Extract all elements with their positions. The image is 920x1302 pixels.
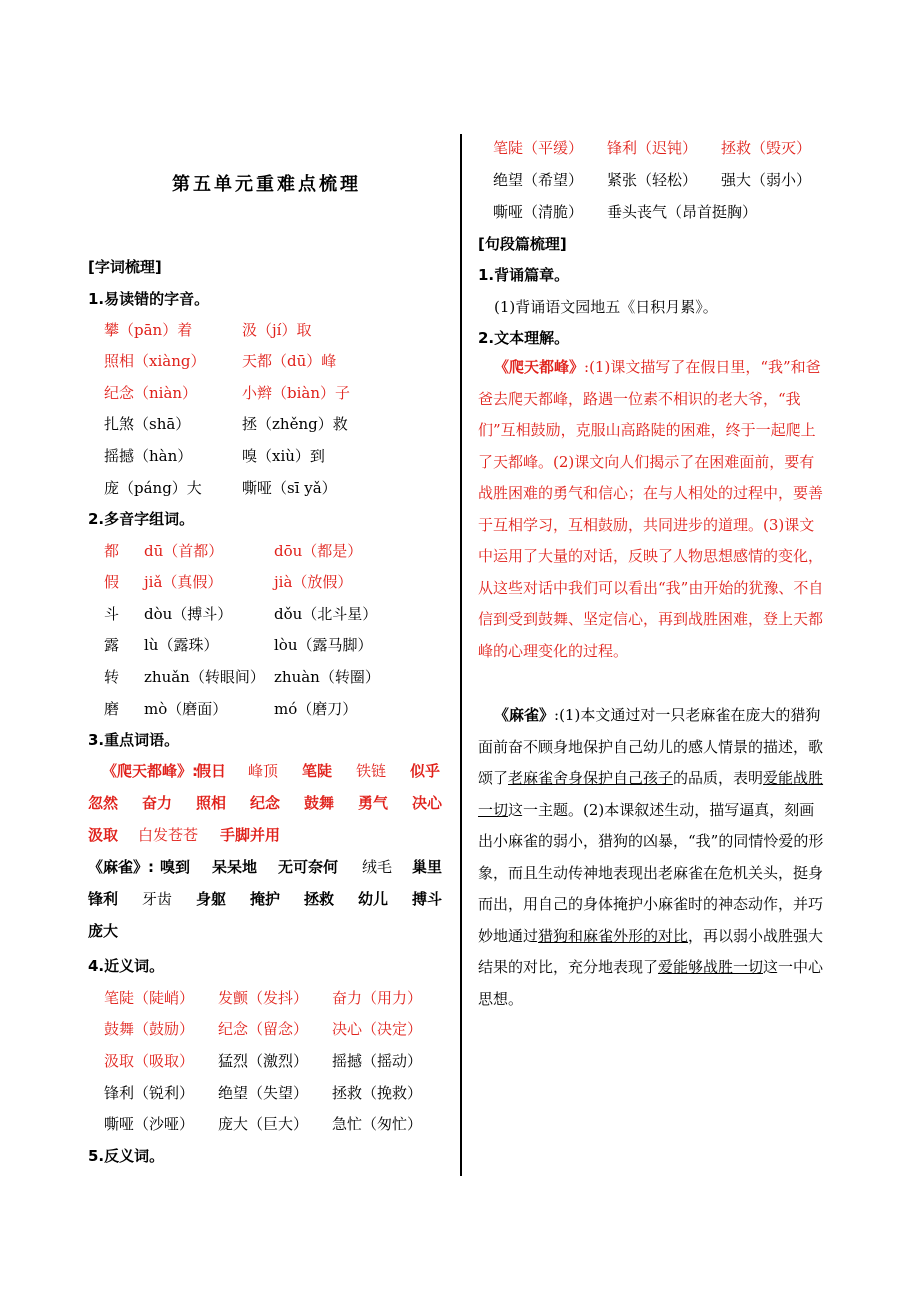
poly-reading: lù（露珠） <box>144 636 219 654</box>
analysis-text: 这一主题。(2)本课叙述生动，描写逼真，刻画出小麻雀的弱小，猎狗的凶暴，“我”的同情怜爱的形象，而且生动传神地表现出老麻雀在危机关头，挺身而出，用自己的身体掩护小麻雀时的神态动作，并巧妙地通过 <box>478 800 824 945</box>
pron-item: 摇撼（hàn） <box>104 447 193 465</box>
keyword: 决心 <box>412 794 443 812</box>
keyword: 汲取 <box>88 826 119 844</box>
keyword: 牙齿 <box>142 890 173 908</box>
pron-item: 嘶哑（sī yǎ） <box>242 479 337 497</box>
keyword: 呆呆地 <box>212 858 258 876</box>
keyword: 笔陡 <box>302 762 333 780</box>
poly-reading: dòu（搏斗） <box>144 605 233 623</box>
poly-reading: jiǎ（真假） <box>144 573 223 591</box>
keyword: 掩护 <box>250 890 281 908</box>
antonym-item: 强大（弱小） <box>721 171 812 189</box>
column-divider <box>460 134 462 1176</box>
synonym-item: 鼓舞（鼓励） <box>104 1020 195 1038</box>
keyword: 峰顶 <box>248 762 279 780</box>
synonym-item: 庞大（巨大） <box>218 1115 309 1133</box>
keyword: 搏斗 <box>412 890 443 908</box>
heading-synonyms: 4.近义词。 <box>88 957 165 975</box>
keyword: 铁链 <box>356 762 387 780</box>
poly-reading: zhuàn（转圈） <box>274 668 380 686</box>
synonym-item: 汲取（吸取） <box>104 1052 195 1070</box>
poly-char: 都 <box>104 542 120 560</box>
keyword: 照相 <box>196 794 227 812</box>
synonym-item: 笔陡（陡峭） <box>104 989 195 1007</box>
section-heading-text: [句段篇梳理] <box>478 235 567 253</box>
synonym-item: 嘶哑（沙哑） <box>104 1115 195 1133</box>
keyword: 巢里 <box>412 858 443 876</box>
keyword-lesson-title: 《麻雀》: <box>88 858 154 876</box>
keyword: 纪念 <box>250 794 281 812</box>
keyword: 嗅到 <box>160 858 191 876</box>
poly-char: 转 <box>104 668 120 686</box>
keyword: 无可奈何 <box>278 858 339 876</box>
analysis-lesson-title: 《麻雀》 <box>494 706 555 724</box>
keyword: 锋利 <box>88 890 119 908</box>
analysis-text: :(1)本文通过对一只老麻雀在庞大的猎狗面前奋不顾身地保护自己幼儿的感人情景的描述，歌颂了 <box>478 706 824 787</box>
keyword: 白发苍苍 <box>138 826 199 844</box>
synonym-item: 纪念（留念） <box>218 1020 309 1038</box>
heading-recite: 1.背诵篇章。 <box>478 266 570 284</box>
analysis-lesson-title: 《爬天都峰》 <box>494 358 585 376</box>
antonym-item: 拯救（毁灭） <box>721 139 812 157</box>
poly-char: 露 <box>104 636 120 654</box>
keyword: 绒毛 <box>362 858 393 876</box>
poly-reading: lòu（露马脚） <box>274 636 373 654</box>
section-heading-vocab: [字词梳理] <box>88 258 162 276</box>
keyword: 身躯 <box>196 890 227 908</box>
synonym-item: 急忙（匆忙） <box>332 1115 423 1133</box>
pron-item: 拯（zhěng）救 <box>242 415 348 433</box>
heading-text-understanding: 2.文本理解。 <box>478 329 570 347</box>
pron-item: 纪念（niàn） <box>104 384 198 402</box>
antonym-item: 笔陡（平缓） <box>493 139 584 157</box>
recite-item: (1)背诵语文园地五《日积月累》。 <box>494 298 718 316</box>
antonym-item: 垂头丧气（昂首挺胸） <box>607 203 758 221</box>
pron-item: 照相（xiàng） <box>104 352 206 370</box>
synonym-item: 摇撼（摇动） <box>332 1052 423 1070</box>
synonym-item: 绝望（失望） <box>218 1084 309 1102</box>
pron-item: 庞（páng）大 <box>104 479 202 497</box>
keyword: 似乎 <box>410 762 441 780</box>
keyword: 勇气 <box>358 794 389 812</box>
pron-item: 嗅（xiù）到 <box>242 447 325 465</box>
poly-reading: mó（磨刀） <box>274 700 358 718</box>
underlined-phrase: 爱能够战胜一切 <box>658 958 764 976</box>
poly-char: 假 <box>104 573 120 591</box>
analysis-maque <box>478 700 826 1015</box>
analysis-text: 的品质，表明 <box>673 769 764 787</box>
underlined-phrase: 猎狗和麻雀外形的对比 <box>538 926 689 945</box>
analysis-text: ，再以弱小战胜强大结果的对比，充分地表现了 <box>478 926 824 976</box>
heading-key-words: 3.重点词语。 <box>88 731 180 749</box>
poly-char: 斗 <box>104 605 120 623</box>
synonym-item: 奋力（用力） <box>332 989 423 1007</box>
underlined-phrase: 老麻雀舍身保护自己孩子 <box>508 769 674 787</box>
keyword: 庞大 <box>88 922 119 940</box>
keyword: 忽然 <box>88 794 119 812</box>
pron-item: 扎煞（shā） <box>104 415 191 433</box>
poly-reading: dōu（都是） <box>274 542 363 560</box>
analysis-text: 这一中心思想。 <box>478 958 824 1008</box>
keyword-lesson-title: 《爬天都峰》: <box>102 762 198 780</box>
pron-item: 攀（pān）着 <box>104 321 193 339</box>
heading-antonyms: 5.反义词。 <box>88 1147 165 1165</box>
keyword: 手脚并用 <box>220 826 281 844</box>
synonym-item: 拯救（挽救） <box>332 1084 423 1102</box>
keyword: 鼓舞 <box>304 794 335 812</box>
keyword: 拯救 <box>304 890 335 908</box>
keyword: 奋力 <box>142 794 173 812</box>
poly-reading: mò（磨面） <box>144 700 228 718</box>
synonym-item: 锋利（锐利） <box>104 1084 195 1102</box>
heading-polyphone: 2.多音字组词。 <box>88 510 195 528</box>
synonym-item: 发颤（发抖） <box>218 989 309 1007</box>
poly-reading: jià（放假） <box>274 573 353 591</box>
analysis-text: :(1)课文描写了在假日里，“我”和爸爸去爬天都峰，路遇一位素不相识的老大爷，“我们”互相鼓励，克服山高路陡的困难，终于一起爬上了天都峰。(2)课文向人们揭示了在困难面前，要有战胜困难的勇气和信心；在与人相处的过程中，要善于互相学习，互相鼓励，共同进步的道理。(3)课文中运用了大量的对话，反映了人物思想感情的变化，从这些对话中我们可以看出“我”由开始的犹豫、不自信到受到鼓舞、坚定信心，再到战胜困难，登上天都峰的心理变化的过程。 <box>478 358 824 660</box>
pron-item: 汲（jí）取 <box>242 321 312 339</box>
antonym-item: 绝望（希望） <box>493 171 584 189</box>
pron-item: 小辫（biàn）子 <box>242 384 351 402</box>
antonym-item: 锋利（迟钝） <box>607 139 698 157</box>
page-title: 第五单元重难点梳理 <box>172 174 361 195</box>
synonym-item: 决心（决定） <box>332 1020 423 1038</box>
antonym-item: 紧张（轻松） <box>607 171 698 189</box>
poly-reading: dū（首都） <box>144 542 224 560</box>
antonym-item: 嘶哑（清脆） <box>493 203 584 221</box>
analysis-patiandufeng <box>478 352 826 667</box>
pron-item: 天都（dū）峰 <box>242 352 337 370</box>
keyword: 幼儿 <box>358 890 389 908</box>
keyword: 假日 <box>196 762 227 780</box>
heading-pronunciation: 1.易读错的字音。 <box>88 290 210 308</box>
synonym-item: 猛烈（激烈） <box>218 1052 309 1070</box>
underlined-phrase: 爱能战胜一切 <box>478 769 824 819</box>
poly-reading: zhuǎn（转眼间） <box>144 668 265 686</box>
poly-reading: dǒu（北斗星） <box>274 605 378 623</box>
poly-char: 磨 <box>104 700 120 718</box>
